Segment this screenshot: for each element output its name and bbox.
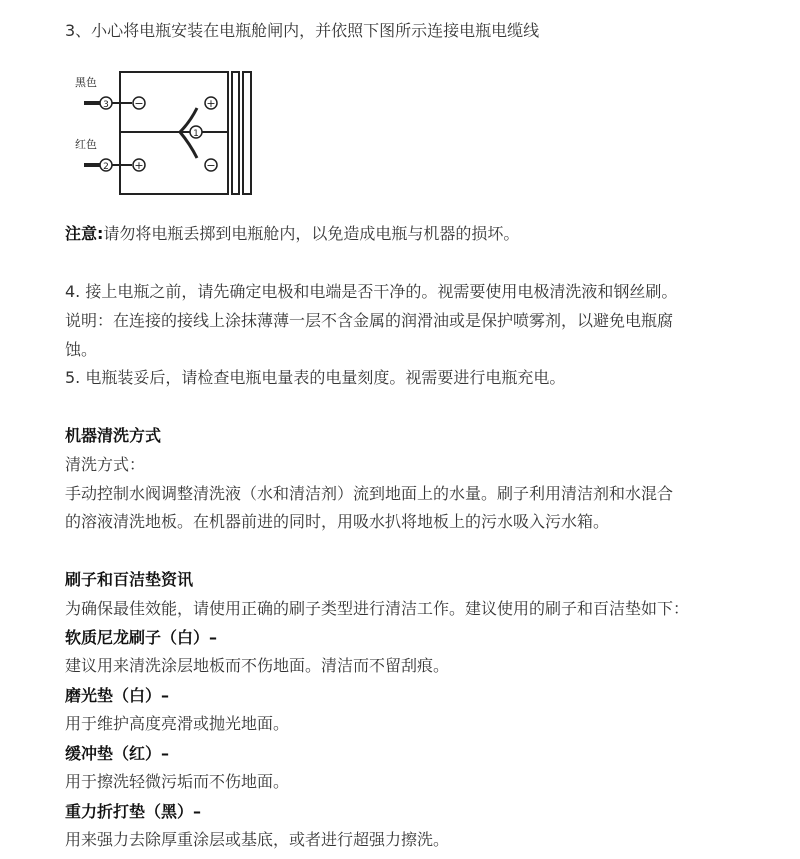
- brush-item-title: 缓冲垫（红）–: [65, 744, 170, 763]
- terminal-bottom-positive-sign: +: [134, 159, 144, 172]
- label-red: 红色: [75, 138, 97, 151]
- brush-item-title: 软质尼龙刷子（白）–: [65, 628, 218, 647]
- brushes-heading: 刷子和百洁垫资讯: [65, 570, 194, 589]
- brush-item-desc: 用于擦洗轻微污垢而不伤地面。: [65, 772, 290, 791]
- step5-text: 5. 电瓶装妥后，请检查电瓶电量表的电量刻度。视需要进行电瓶充电。: [65, 368, 566, 387]
- cleaning-text-2: 的溶液清洗地板。在机器前进的同时，用吸水扒将地板上的污水吸入污水箱。: [65, 512, 610, 531]
- brush-item-desc: 建议用来清洗涂层地板而不伤地面。清洁而不留刮痕。: [65, 656, 450, 675]
- step3-text: 3、小心将电瓶安装在电瓶舱闸内，并依照下图所示连接电瓶电缆线: [65, 21, 540, 40]
- compartment-wall: [232, 72, 239, 194]
- marker-2-label: 2: [103, 162, 109, 172]
- battery-wiring-diagram: [62, 62, 262, 197]
- note-text: 请勿将电瓶丢掷到电瓶舱内，以免造成电瓶与机器的损坏。: [103, 224, 520, 243]
- brush-item-desc: 用于维护高度亮滑或抛光地面。: [65, 714, 290, 733]
- cleaning-text-1: 手动控制水阀调整清洗液（水和清洁剂）流到地面上的水量。刷子利用清洁剂和水混合: [65, 484, 674, 503]
- marker-1-label: 1: [193, 129, 199, 139]
- explain-line-1: 说明：在连接的接线上涂抹薄薄一层不含金属的润滑油或是保护喷雾剂，以避免电瓶腐: [65, 311, 674, 330]
- cleaning-label: 清洗方式：: [65, 455, 146, 474]
- note-label: 注意:: [65, 224, 104, 243]
- cleaning-heading: 机器清洗方式: [65, 426, 162, 445]
- brush-item-desc: 用来强力去除厚重涂层或基底，或者进行超强力擦洗。: [65, 830, 450, 849]
- terminal-top-positive-sign: +: [206, 97, 216, 110]
- brush-item-title: 重力折打垫（黑）–: [65, 802, 202, 821]
- marker-3-label: 3: [103, 100, 109, 110]
- step4-text: 4. 接上电瓶之前，请先确定电极和电端是否干净的。视需要使用电极清洗液和钢丝刷。: [65, 282, 678, 301]
- brushes-intro: 为确保最佳效能，请使用正确的刷子类型进行清洁工作。建议使用的刷子和百洁垫如下：: [65, 599, 690, 618]
- brush-item-title: 磨光垫（白）–: [65, 686, 170, 705]
- terminal-top-negative-sign: −: [134, 97, 144, 110]
- label-black: 黑色: [75, 76, 97, 89]
- terminal-bottom-negative-sign: −: [206, 159, 216, 172]
- explain-line-2: 蚀。: [65, 340, 98, 359]
- compartment-door: [243, 72, 251, 194]
- note-line: [65, 224, 519, 244]
